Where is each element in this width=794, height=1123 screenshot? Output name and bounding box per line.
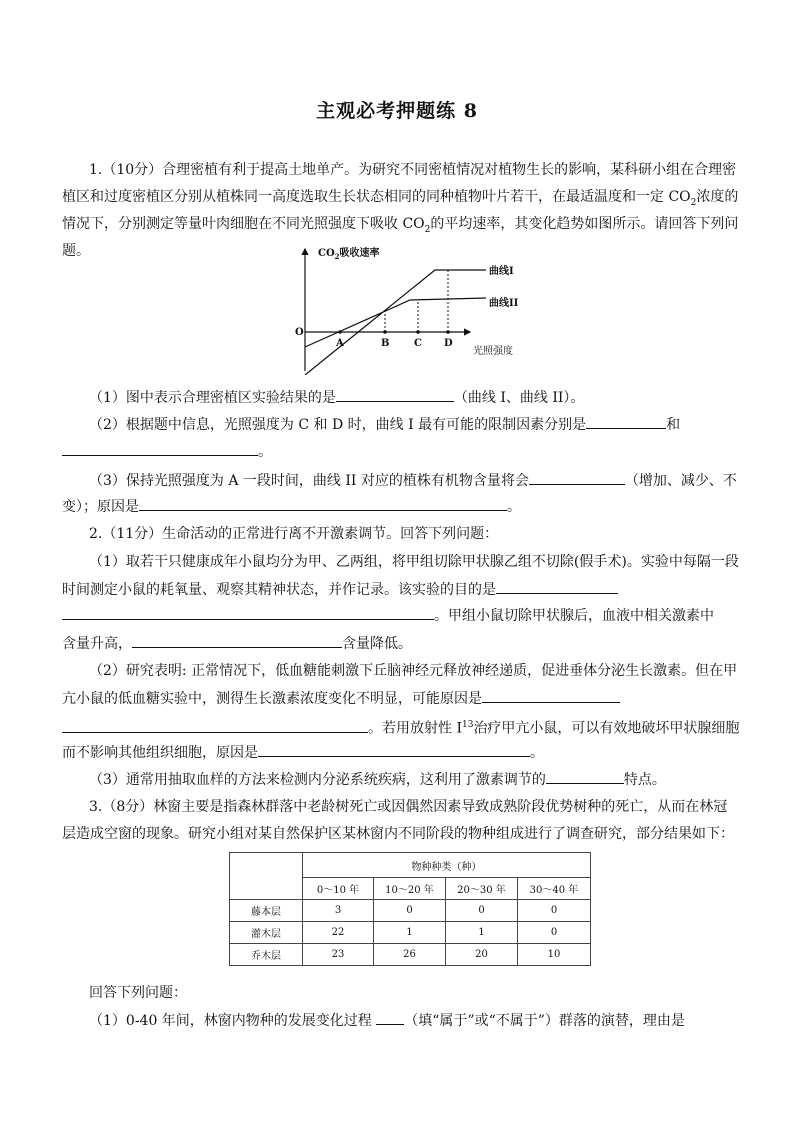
answer-blank[interactable] — [376, 1009, 404, 1025]
table-cell: 0 — [446, 900, 518, 922]
table-row — [230, 922, 591, 944]
q2-p2-line-4-text: 而不影响其他组织细胞，原因是 — [62, 745, 258, 761]
q2-p2-line-4 — [62, 741, 734, 764]
isotope-superscript: 13 — [461, 720, 474, 730]
point-c-marker — [416, 330, 420, 334]
table-cell: 1 — [446, 922, 518, 944]
x-axis-label: 光照强度 — [473, 346, 513, 357]
q1-line-1: 1.（10分）合理密植有利于提高土地单产。为研究不同密植情况对植物生长的影响，某科研小组在合理密 — [89, 162, 737, 178]
table-cell: 23 — [303, 944, 374, 966]
answer-blank[interactable] — [139, 495, 507, 511]
q1-sub-2 — [89, 413, 734, 436]
table-header-row — [230, 853, 591, 878]
q1-sub-3-reason: 变）；原因是 — [62, 499, 139, 515]
q1-sub-1-tail: （曲线 I、曲线 II）。 — [453, 390, 585, 406]
table-cell: 0 — [518, 900, 591, 922]
curve-1-label: 曲线I — [489, 266, 514, 277]
table-col-header: 30～40 年 — [518, 878, 591, 900]
table-cell: 10 — [518, 944, 591, 966]
answer-blank[interactable] — [496, 578, 618, 594]
y-axis-label: $CO_2$吸收速率 — [318, 248, 380, 261]
q1-sub-3-text: （3）保持光照强度为 A 一段时间，曲线 II 对应的植株有机物含量将会 — [89, 473, 529, 489]
table-cell: 1 — [374, 922, 446, 944]
q2-p1-line-3 — [62, 604, 734, 627]
q1-sub-3-opts: （增加、减少、不 — [624, 473, 737, 489]
q2-p1-line-2 — [62, 578, 734, 601]
q1-line-3-tail: 的平均速率，其变化趋势如图所示。请回答下列问 — [430, 216, 739, 232]
table-header: 物种种类（种） — [303, 853, 591, 878]
origin-label: O — [295, 327, 304, 338]
answer-blank[interactable] — [132, 632, 342, 648]
point-d-label: D — [444, 338, 453, 349]
q1-sub-3 — [89, 469, 737, 492]
q2-p2-line-1: （2）研究表明: 正常情况下，低血糖能刺激下丘脑神经元释放神经递质，促进垂体分泌生长激素。但在甲 — [89, 663, 738, 679]
q1-sub-1-text: （1）图中表示合理密植区实验结果的是 — [89, 390, 336, 406]
q1-sub-2-end: 。 — [258, 444, 272, 460]
answer-blank[interactable] — [62, 440, 258, 456]
q1-sub-2-cont — [62, 440, 734, 463]
q1-line-3 — [62, 213, 739, 241]
q2-p1-line-2-text: 时间测定小鼠的耗氧量、观察其精神状态，并作记录。该实验的目的是 — [62, 582, 496, 598]
q3-sub-1-tail: （填“属于”或“不属于”）群落的演替，理由是 — [404, 1013, 685, 1029]
q2-p3 — [89, 768, 734, 791]
q1-line-4: 题。 — [62, 243, 90, 259]
table-col-header: 10～20 年 — [374, 878, 446, 900]
answer-blank[interactable] — [586, 413, 666, 429]
species-table — [229, 852, 591, 966]
q2-p1-line-3-text: 。甲组小鼠切除甲状腺后，血液中相关激素中 — [434, 608, 714, 624]
table-col-header: 0～10 年 — [303, 878, 374, 900]
q2-p1-line-1: （1）取若干只健康成年小鼠均分为甲、乙两组，将甲组切除甲状腺乙组不切除(假手术)。实验中每隔一段 — [89, 554, 739, 570]
q3-sub-1-text: （1）0-40 年间，林窗内物种的发展变化过程 — [89, 1013, 372, 1029]
q1-sub-3-end: 。 — [507, 499, 521, 515]
curve-2-label: 曲线II — [489, 298, 519, 309]
q2-p1-line-4 — [62, 632, 734, 655]
point-a-label: A — [336, 338, 344, 349]
point-d-marker — [446, 330, 450, 334]
q1-sub-2-and: 和 — [666, 417, 681, 433]
q3-line-1: 3.（8分）林窗主要是指森林群落中老龄树死亡或因偶然因素导致成熟阶段优势树种的死亡，从而在林冠 — [89, 799, 728, 815]
co2-subscript: 2 — [424, 224, 431, 235]
q1-line-2-text: 植区和过度密植区分别从植株同一高度选取生长状态相同的同种植物叶片若干，在最适温度和一定 CO — [62, 189, 691, 205]
row-label: 藤本层 — [230, 900, 303, 922]
answer-blank[interactable] — [336, 386, 454, 402]
q1-sub-1 — [89, 386, 734, 409]
q1-line-2-tail: 浓度的 — [696, 189, 739, 205]
table-cell: 3 — [303, 900, 374, 922]
co2-subscript: 2 — [690, 197, 697, 208]
q1-line-2 — [62, 186, 739, 214]
q2-p1-line-4-text: 含量升高， — [62, 636, 132, 652]
table-row — [230, 944, 591, 966]
row-label: 乔木层 — [230, 944, 303, 966]
answer-blank[interactable] — [529, 469, 625, 485]
curve-1 — [305, 270, 486, 375]
q2-p2-line-3-tail: 治疗甲亢小鼠，可以有效地破坏甲状腺细胞 — [473, 720, 740, 737]
q2-p2-line-2-text: 亢小鼠的低血糖实验中，测得生长激素浓度变化不明显，可能原因是 — [62, 691, 482, 707]
table-corner-cell — [230, 853, 303, 900]
answer-blank[interactable] — [62, 717, 368, 733]
q2-p2-line-4-end: 。 — [530, 745, 544, 761]
co2-absorption-graph — [290, 243, 550, 375]
table-cell: 26 — [374, 944, 446, 966]
point-a-marker — [338, 330, 342, 334]
answer-blank[interactable] — [258, 741, 530, 757]
q3-ask: 回答下列问题： — [89, 985, 187, 1001]
curve-2 — [305, 298, 486, 347]
q1-sub-2-text: （2）根据题中信息，光照强度为 C 和 D 时，曲线 I 最有可能的限制因素分别是 — [89, 417, 587, 433]
q2-p1-line-4-tail: 含量降低。 — [342, 636, 412, 652]
table-col-header: 20～30 年 — [446, 878, 518, 900]
answer-blank[interactable] — [482, 687, 620, 703]
table-cell: 22 — [303, 922, 374, 944]
q1-sub-3-cont — [62, 495, 734, 518]
table-cell: 0 — [374, 900, 446, 922]
point-b-marker — [383, 330, 387, 334]
q2-p3-text: （3）通常用抽取血样的方法来检测内分泌系统疾病，这利用了激素调节的 — [89, 772, 546, 788]
point-b-label: B — [381, 338, 390, 349]
q2-p2-line-3 — [62, 714, 740, 740]
table-cell: 0 — [518, 922, 591, 944]
page-title: 主观必考押题练 8 — [316, 100, 478, 122]
answer-blank[interactable] — [62, 604, 434, 620]
q3-line-2: 层造成空窗的现象。研究小组对某自然保护区某林窗内不同阶段的物种组成进行了调查研究，部分结果如下： — [62, 826, 734, 842]
q3-sub-1 — [89, 1009, 734, 1032]
table-row — [230, 900, 591, 922]
point-c-label: C — [414, 338, 422, 349]
answer-blank[interactable] — [546, 768, 624, 784]
q2-p2-line-3-text: 。若用放射性 I — [368, 720, 462, 737]
row-label: 灌木层 — [230, 922, 303, 944]
table-cell: 20 — [446, 944, 518, 966]
q2-line-1: 2.（11分）生命活动的正常进行离不开激素调节。回答下列问题： — [89, 526, 499, 542]
q1-line-3-text: 情况下，分别测定等量叶肉细胞在不同光照强度下吸收 CO — [62, 216, 425, 232]
q2-p3-tail: 特点。 — [623, 772, 666, 788]
q2-p2-line-2 — [62, 687, 734, 710]
